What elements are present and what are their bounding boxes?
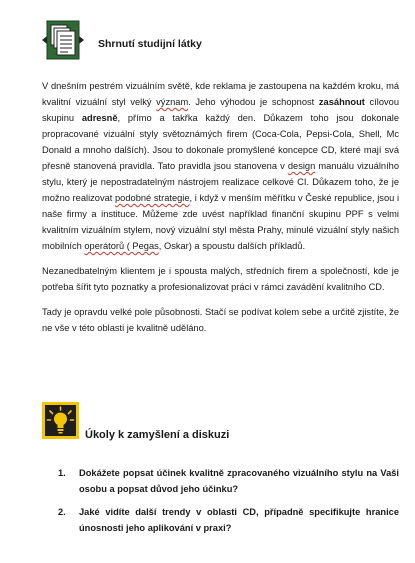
- text-run: operátorů ( Pegas: [84, 241, 159, 251]
- body-paragraph-2: Nezanedbatelným klientem je i spousta malých, středních firem a společností, kde je potřeba šířit tyto poznatky a profesionalizovat práci v rámci zavádění kvalitního CD.: [42, 266, 399, 292]
- text-run: V dnešním pestrém vizuálním světě, kde reklama je zastoupena na každém kroku, má kvalitní vizuální styl velký: [42, 81, 399, 107]
- text-run: význam: [156, 97, 189, 107]
- summary-title: Shrnutí studijní látky: [98, 38, 202, 50]
- question-number: 1.: [58, 468, 66, 478]
- document-stack-icon: [42, 20, 84, 60]
- lightbulb-icon: [42, 402, 79, 439]
- text-run: cílovou skupinu: [42, 97, 399, 123]
- tasks-header: [42, 402, 402, 442]
- bold-text: zasáhnout: [318, 97, 365, 107]
- text-run: manuálu vizuálního stylu, který je nepostradatelným nástrojem realizace celkové CI. Důkazem toho, že je možno realizovat: [42, 161, 399, 203]
- body-paragraph-3: Tady je opravdu velké pole působnosti. Stačí se podívat kolem sebe a určitě zjistíte, že ne vše v této oblasti je kvalitně uděláno.: [42, 307, 399, 333]
- question-list: [42, 465, 399, 543]
- question-text: Jaké vidíte další trendy v oblasti CD, případně specifikujte hranice únosnosti jeho aplikování v praxi?: [79, 507, 399, 533]
- text-run: , Oskar) a spoustu dalších příkladů.: [158, 241, 306, 251]
- summary-header: [42, 20, 402, 60]
- bold-text: adresně: [81, 113, 118, 123]
- question-number: 2.: [58, 507, 66, 517]
- body-paragraph-1: [42, 78, 399, 254]
- tasks-title: Úkoly k zamyšlení a diskuzi: [85, 429, 230, 441]
- question-item: [42, 504, 399, 536]
- text-run: podobné strategie: [115, 193, 190, 203]
- summary-body: [42, 78, 399, 345]
- text-run: . Jeho výhodou je schopnost: [188, 97, 319, 107]
- question-item: [42, 465, 399, 497]
- text-run: design: [287, 161, 316, 171]
- text-run: , i když v menším měřítku v České republice, jsou i naše firmy a instituce. Můžeme zde uvést například finanční skupinu PPF s velmi kvalitním vizuálním stylem, nový vizuální styl města Prahy, minulé vizuální styly našich mobilních: [42, 193, 400, 251]
- question-text: Dokážete popsat účinek kvalitně zpracovaného vizuálního stylu na Vaši osobu a popsat důvod jeho účinku?: [79, 468, 399, 494]
- text-run: , přímo a takřka každý den. Důkazem toho jsou dokonale propracované vizuální styly světoznámých firem (Coca-Cola, Pepsi-Cola, Shell, Mc Donald a mnoho dalších). Jsou to dokonale promyšlené koncepce CD, které mají svá přesně stanovená pravidla. Tato pravidla jsou stanovena v: [42, 113, 399, 171]
